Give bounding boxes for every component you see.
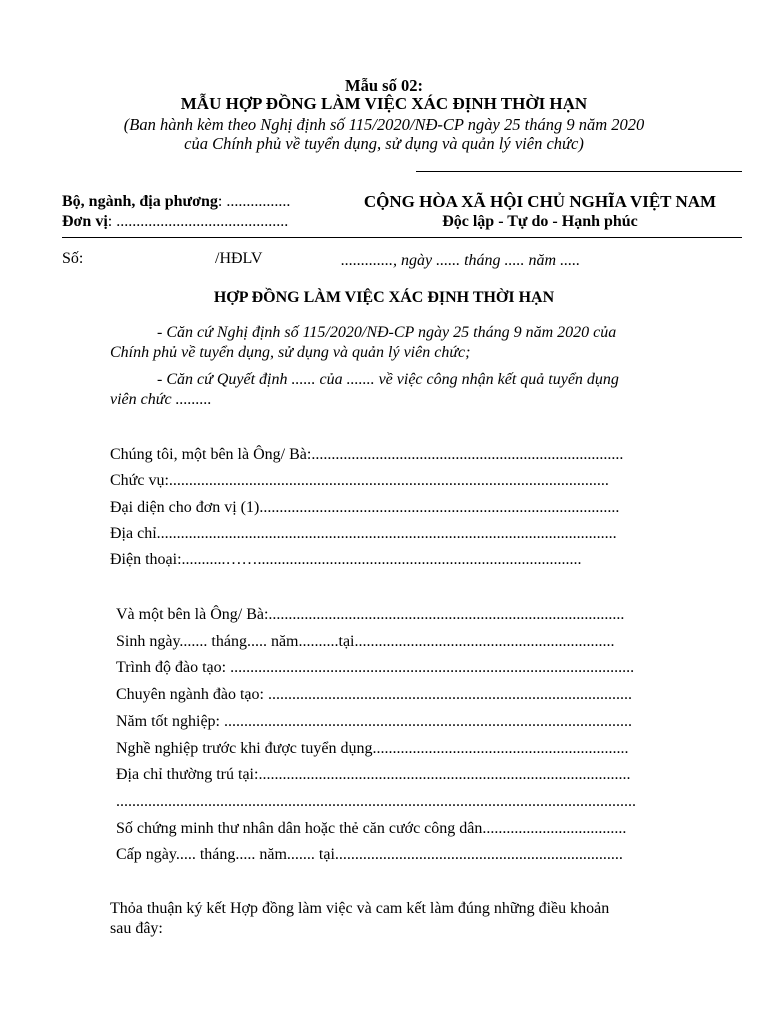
unit-label: Đơn vị [62, 213, 108, 230]
party-b-line: Chuyên ngành đào tạo: ........................................................................................... [116, 686, 632, 703]
ministry-value: : ................ [217, 193, 291, 210]
party-b-line: Và một bên là Ông/ Bà:......................................................................................... [116, 606, 625, 623]
party-b-line: Trình độ đào tạo: ..................................................................................................... [116, 659, 635, 676]
doc-number-suffix: /HĐLV [215, 250, 263, 267]
party-a-line: Địa chỉ................................................................................................................... [110, 525, 617, 542]
basis-2-line2: viên chức ......... [110, 391, 212, 408]
agreement-line2: sau đây: [110, 920, 163, 937]
basis-1-line1: - Căn cứ Nghị định số 115/2020/NĐ-CP ngày 25 tháng 9 năm 2020 của [157, 324, 617, 341]
doc-date-line: ............., ngày ...... tháng ..... năm ..... [341, 252, 581, 269]
basis-1-line2: Chính phủ về tuyển dụng, sử dụng và quản lý viên chức; [110, 344, 471, 361]
form-subtitle-line1: (Ban hành kèm theo Nghị định số 115/2020/NĐ-CP ngày 25 tháng 9 năm 2020 [123, 115, 645, 134]
party-b-line: Sinh ngày....... tháng..... năm..........tại................................................................. [116, 633, 615, 650]
contract-title: HỢP ĐỒNG LÀM VIỆC XÁC ĐỊNH THỜI HẠN [213, 289, 555, 306]
form-number: Mẫu số 02: [345, 76, 423, 95]
form-subtitle-line2: của Chính phủ về tuyển dụng, sử dụng và quản lý viên chức) [184, 134, 584, 153]
party-b-line: Địa chỉ thường trú tại:............................................................................................. [116, 766, 631, 783]
basis-2-line1: - Căn cứ Quyết định ...... của ....... về việc công nhận kết quả tuyển dụng [157, 371, 619, 388]
party-b-line: Nghề nghiệp trước khi được tuyển dụng................................................................ [116, 740, 629, 757]
doc-number-label: Số: [62, 250, 84, 267]
header-divider [416, 171, 742, 172]
party-a-line: Đại diện cho đơn vị (1).......................................................................................... [110, 499, 620, 516]
unit-line [62, 213, 288, 231]
party-b-line: Năm tốt nghiệp: ...................................................................................................... [116, 713, 632, 730]
party-a-line: Điện thoại:...........……................................................................................. [110, 551, 582, 568]
ministry-line [62, 193, 290, 211]
party-a-line: Chức vụ:.............................................................................................................. [110, 472, 609, 489]
national-name: CỘNG HÒA XÃ HỘI CHỦ NGHĨA VIỆT NAM [363, 192, 717, 211]
national-motto: Độc lập - Tự do - Hạnh phúc [442, 213, 638, 230]
form-title: MẪU HỢP ĐỒNG LÀM VIỆC XÁC ĐỊNH THỜI HẠN [180, 94, 588, 113]
agreement-line1: Thỏa thuận ký kết Hợp đồng làm việc và cam kết làm đúng những điều khoản [110, 900, 610, 917]
unit-value: : ........................................... [107, 213, 289, 230]
party-a-line: Chúng tôi, một bên là Ông/ Bà:.............................................................................. [110, 446, 624, 463]
party-b-line: Cấp ngày..... tháng..... năm....... tại........................................................................ [116, 846, 623, 863]
ministry-label: Bộ, ngành, địa phương [62, 193, 218, 210]
section-divider [62, 237, 742, 238]
party-b-line: Số chứng minh thư nhân dân hoặc thẻ căn cước công dân.................................... [116, 820, 627, 837]
party-b-line: .................................................................................................................................. [116, 793, 636, 810]
